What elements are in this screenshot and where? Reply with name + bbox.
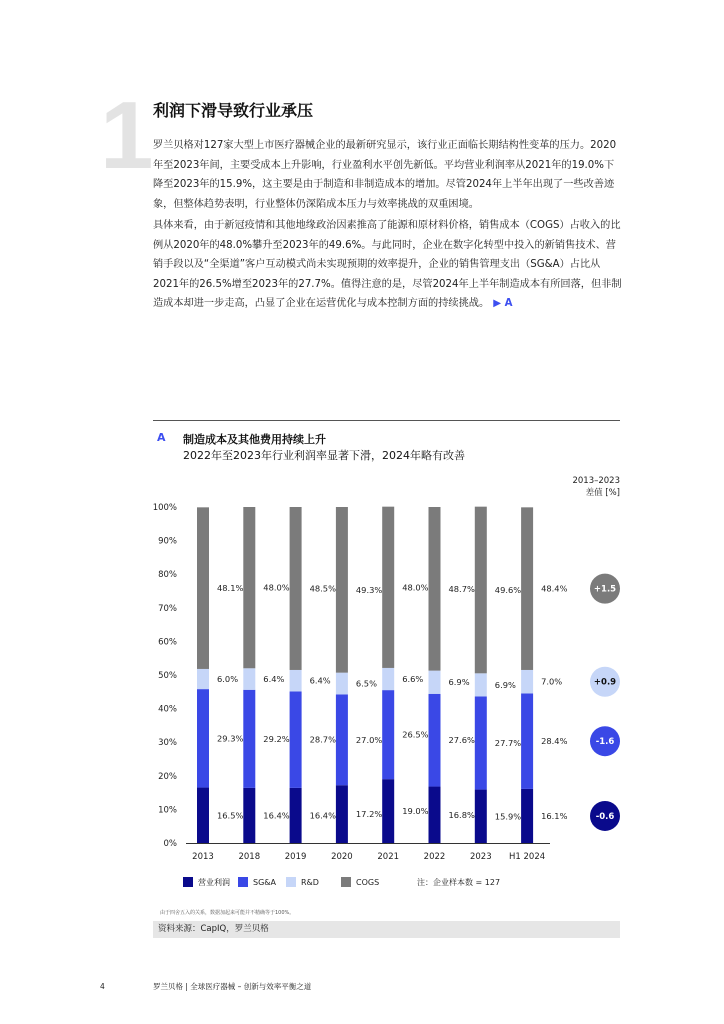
paragraph-2	[153, 216, 623, 314]
bar-cogs-2013	[197, 507, 209, 669]
y-tick-label-20: 20%	[158, 771, 177, 782]
section-title: 利润下滑导致行业承压	[153, 101, 314, 120]
value-label-cogs-2013: 48.1%	[217, 583, 244, 594]
legend-swatch-rnd	[286, 877, 296, 887]
bar-sganda-2022	[429, 694, 441, 787]
value-label-sganda-2019: 28.7%	[309, 734, 336, 745]
figure-subtitle: 2022年至2023年行业利润率显著下滑，2024年略有改善	[183, 449, 465, 462]
paragraph-1: 罗兰贝格对127家大型上市医疗器械企业的最新研究显示，该行业正面临长期结构性变革的压力。2020年至2023年间，主要受成本上升影响，行业盈利水平创先新低。平均营业利润率从2021年的19.0%下降至2023年的15.9%，这主要是由于制造和非制造成本的增加。尽管2024年上半年出现了一些改善迹象，但整体趋势表明，行业整体仍深陷成本压力与效率挑战的双重困境。	[153, 140, 617, 210]
x-tick-label-2018: 2018	[238, 852, 261, 862]
bar-randd-h1-2024	[521, 670, 533, 694]
bar-sganda-h1-2024	[521, 693, 533, 788]
bar-营业利润-2022	[429, 787, 441, 843]
y-tick-label-50: 50%	[158, 671, 177, 681]
value-label-randd-2021: 6.6%	[402, 674, 424, 685]
footer-text: 罗兰贝格 | 全球医疗器械 – 创新与效率平衡之道	[153, 982, 312, 991]
value-label-cogs-2021: 48.0%	[402, 582, 429, 593]
bar-cogs-2018	[243, 507, 255, 668]
figure-top-rule	[153, 420, 620, 421]
value-label-randd-2020: 6.5%	[355, 678, 377, 689]
body-text	[153, 136, 623, 316]
difference-value-sganda: -1.6	[595, 737, 615, 748]
bar-sganda-2018	[243, 690, 255, 788]
value-label-cogs-2018: 48.0%	[263, 582, 290, 593]
y-tick-label-80: 80%	[158, 570, 177, 581]
difference-header-unit: 差值 [%]	[585, 488, 620, 498]
y-tick-label-30: 30%	[158, 738, 177, 749]
y-tick-label-40: 40%	[158, 704, 177, 715]
bar-营业利润-2020	[336, 785, 348, 843]
page-number: 4	[100, 982, 105, 991]
bar-营业利润-2023	[475, 790, 487, 843]
bar-sganda-2019	[290, 691, 302, 787]
value-label-sganda-2022: 27.6%	[448, 735, 475, 746]
bar-sganda-2023	[475, 697, 487, 790]
x-tick-label-h1-2024: H1 2024	[509, 852, 546, 862]
bar-cogs-2022	[429, 507, 441, 671]
bar-sganda-2020	[336, 694, 348, 785]
bar-cogs-2023	[475, 507, 487, 674]
legend-item-operating-profit	[183, 877, 230, 888]
value-label-sganda-2013: 29.3%	[217, 733, 244, 744]
y-tick-label-60: 60%	[158, 637, 177, 648]
y-tick-label-10: 10%	[158, 805, 177, 816]
value-label-randd-2019: 6.4%	[309, 675, 331, 686]
bar-randd-2021	[382, 668, 394, 690]
page-footer	[100, 981, 311, 992]
difference-value-cogs: +1.5	[593, 584, 617, 595]
value-label-randd-2013: 6.0%	[217, 674, 239, 685]
legend-swatch-sga	[238, 877, 248, 887]
value-label-sganda-2023: 27.7%	[494, 738, 522, 749]
legend-item-sga	[238, 877, 276, 887]
value-label-营业利润-2019: 16.4%	[309, 810, 336, 821]
difference-header-period: 2013–2023	[572, 476, 620, 486]
legend-swatch-cogs	[341, 877, 351, 887]
bar-randd-2013	[197, 669, 209, 689]
value-label-营业利润-2022: 16.8%	[448, 809, 475, 820]
figure-title: 制造成本及其他费用持续上升	[183, 433, 326, 446]
bar-randd-2019	[290, 670, 302, 692]
bar-randd-2020	[336, 673, 348, 695]
legend-item-cogs	[341, 877, 379, 887]
value-label-营业利润-2023: 15.9%	[494, 811, 522, 822]
value-label-randd-2023: 6.9%	[494, 679, 516, 690]
x-tick-label-2013: 2013	[192, 852, 214, 862]
legend-item-rnd	[286, 877, 319, 887]
sample-size-note: 注：企业样本数 = 127	[417, 878, 501, 887]
x-tick-label-2021: 2021	[377, 852, 400, 862]
legend-swatch-operating-profit	[183, 877, 193, 887]
bar-cogs-2020	[336, 507, 348, 673]
value-label-sganda-h1-2024: 28.4%	[541, 736, 568, 747]
value-label-randd-h1-2024: 7.0%	[541, 676, 563, 687]
bar-营业利润-h1-2024	[521, 789, 533, 843]
x-tick-label-2022: 2022	[423, 852, 446, 862]
value-label-randd-2022: 6.9%	[448, 677, 470, 688]
value-label-营业利润-h1-2024: 16.1%	[541, 810, 568, 821]
bar-randd-2018	[243, 668, 255, 690]
value-label-营业利润-2018: 16.4%	[263, 810, 290, 821]
value-label-营业利润-2021: 19.0%	[402, 806, 429, 817]
y-tick-label-90: 90%	[158, 536, 177, 547]
legend-label-operating-profit: 营业利润	[198, 878, 230, 887]
legend-label-rnd: R&D	[301, 878, 319, 887]
value-label-营业利润-2020: 17.2%	[355, 809, 383, 820]
value-label-sganda-2020: 27.0%	[355, 734, 383, 745]
value-label-cogs-2019: 48.5%	[309, 583, 336, 594]
legend-label-sga: SG&A	[253, 878, 276, 887]
bar-营业利润-2013	[197, 788, 209, 843]
bar-sganda-2021	[382, 690, 394, 779]
value-label-cogs-h1-2024: 48.4%	[541, 583, 568, 594]
source-bar: 资料来源：CapIQ，罗兰贝格	[153, 921, 620, 938]
stacked-bar-chart	[150, 495, 630, 870]
paragraph-2-text: 具体来看，由于新冠疫情和其他地缘政治因素推高了能源和原材料价格，销售成本（COGS）占收入的比例从2020年的48.0%攀升至2023年的49.6%。与此同时，企业在数字化转型中投入的新销售技术、营销手段以及“全渠道”客户互动模式尚未实现预期的效率提升，企业的销售管理支出（SG&A）占比从2021年的26.5%增至2023年的27.7%。值得注意的是，尽管2024年上半年制造成本有所回落，但非制造成本却进一步走高，凸显了企业在运营优化与成本控制方面的持续挑战。	[153, 220, 622, 309]
value-label-cogs-2020: 49.3%	[355, 584, 383, 595]
figure-reference-link[interactable]: ▶ A	[493, 298, 513, 309]
value-label-sganda-2021: 26.5%	[402, 729, 429, 740]
value-label-sganda-2018: 29.2%	[263, 733, 290, 744]
section-number: 1	[100, 82, 154, 189]
y-tick-label-100: 100%	[152, 503, 177, 513]
difference-value-营业利润: -0.6	[595, 811, 615, 822]
bar-营业利润-2018	[243, 788, 255, 843]
bar-randd-2022	[429, 671, 441, 694]
x-tick-label-2020: 2020	[331, 852, 353, 862]
bar-cogs-2019	[290, 507, 302, 670]
legend-label-cogs: COGS	[356, 878, 380, 887]
value-label-cogs-2022: 48.7%	[448, 583, 475, 594]
x-tick-label-2023: 2023	[469, 852, 492, 862]
bar-cogs-h1-2024	[521, 507, 533, 670]
x-tick-label-2019: 2019	[284, 852, 307, 862]
bar-sganda-2013	[197, 689, 209, 787]
difference-value-randd: +0.9	[593, 677, 617, 688]
y-tick-label-0: 0%	[163, 839, 177, 849]
rounding-footnote: 由于四舍五入的关系，数据加起来可能并不精确等于100%。	[160, 910, 295, 916]
figure-letter: A	[157, 431, 166, 444]
value-label-randd-2018: 6.4%	[263, 674, 285, 685]
bar-营业利润-2019	[290, 788, 302, 843]
bar-randd-2023	[475, 673, 487, 696]
bar-营业利润-2021	[382, 779, 394, 843]
value-label-营业利润-2013: 16.5%	[217, 810, 244, 821]
value-label-cogs-2023: 49.6%	[494, 584, 522, 595]
bar-cogs-2021	[382, 507, 394, 668]
y-tick-label-70: 70%	[158, 603, 177, 614]
